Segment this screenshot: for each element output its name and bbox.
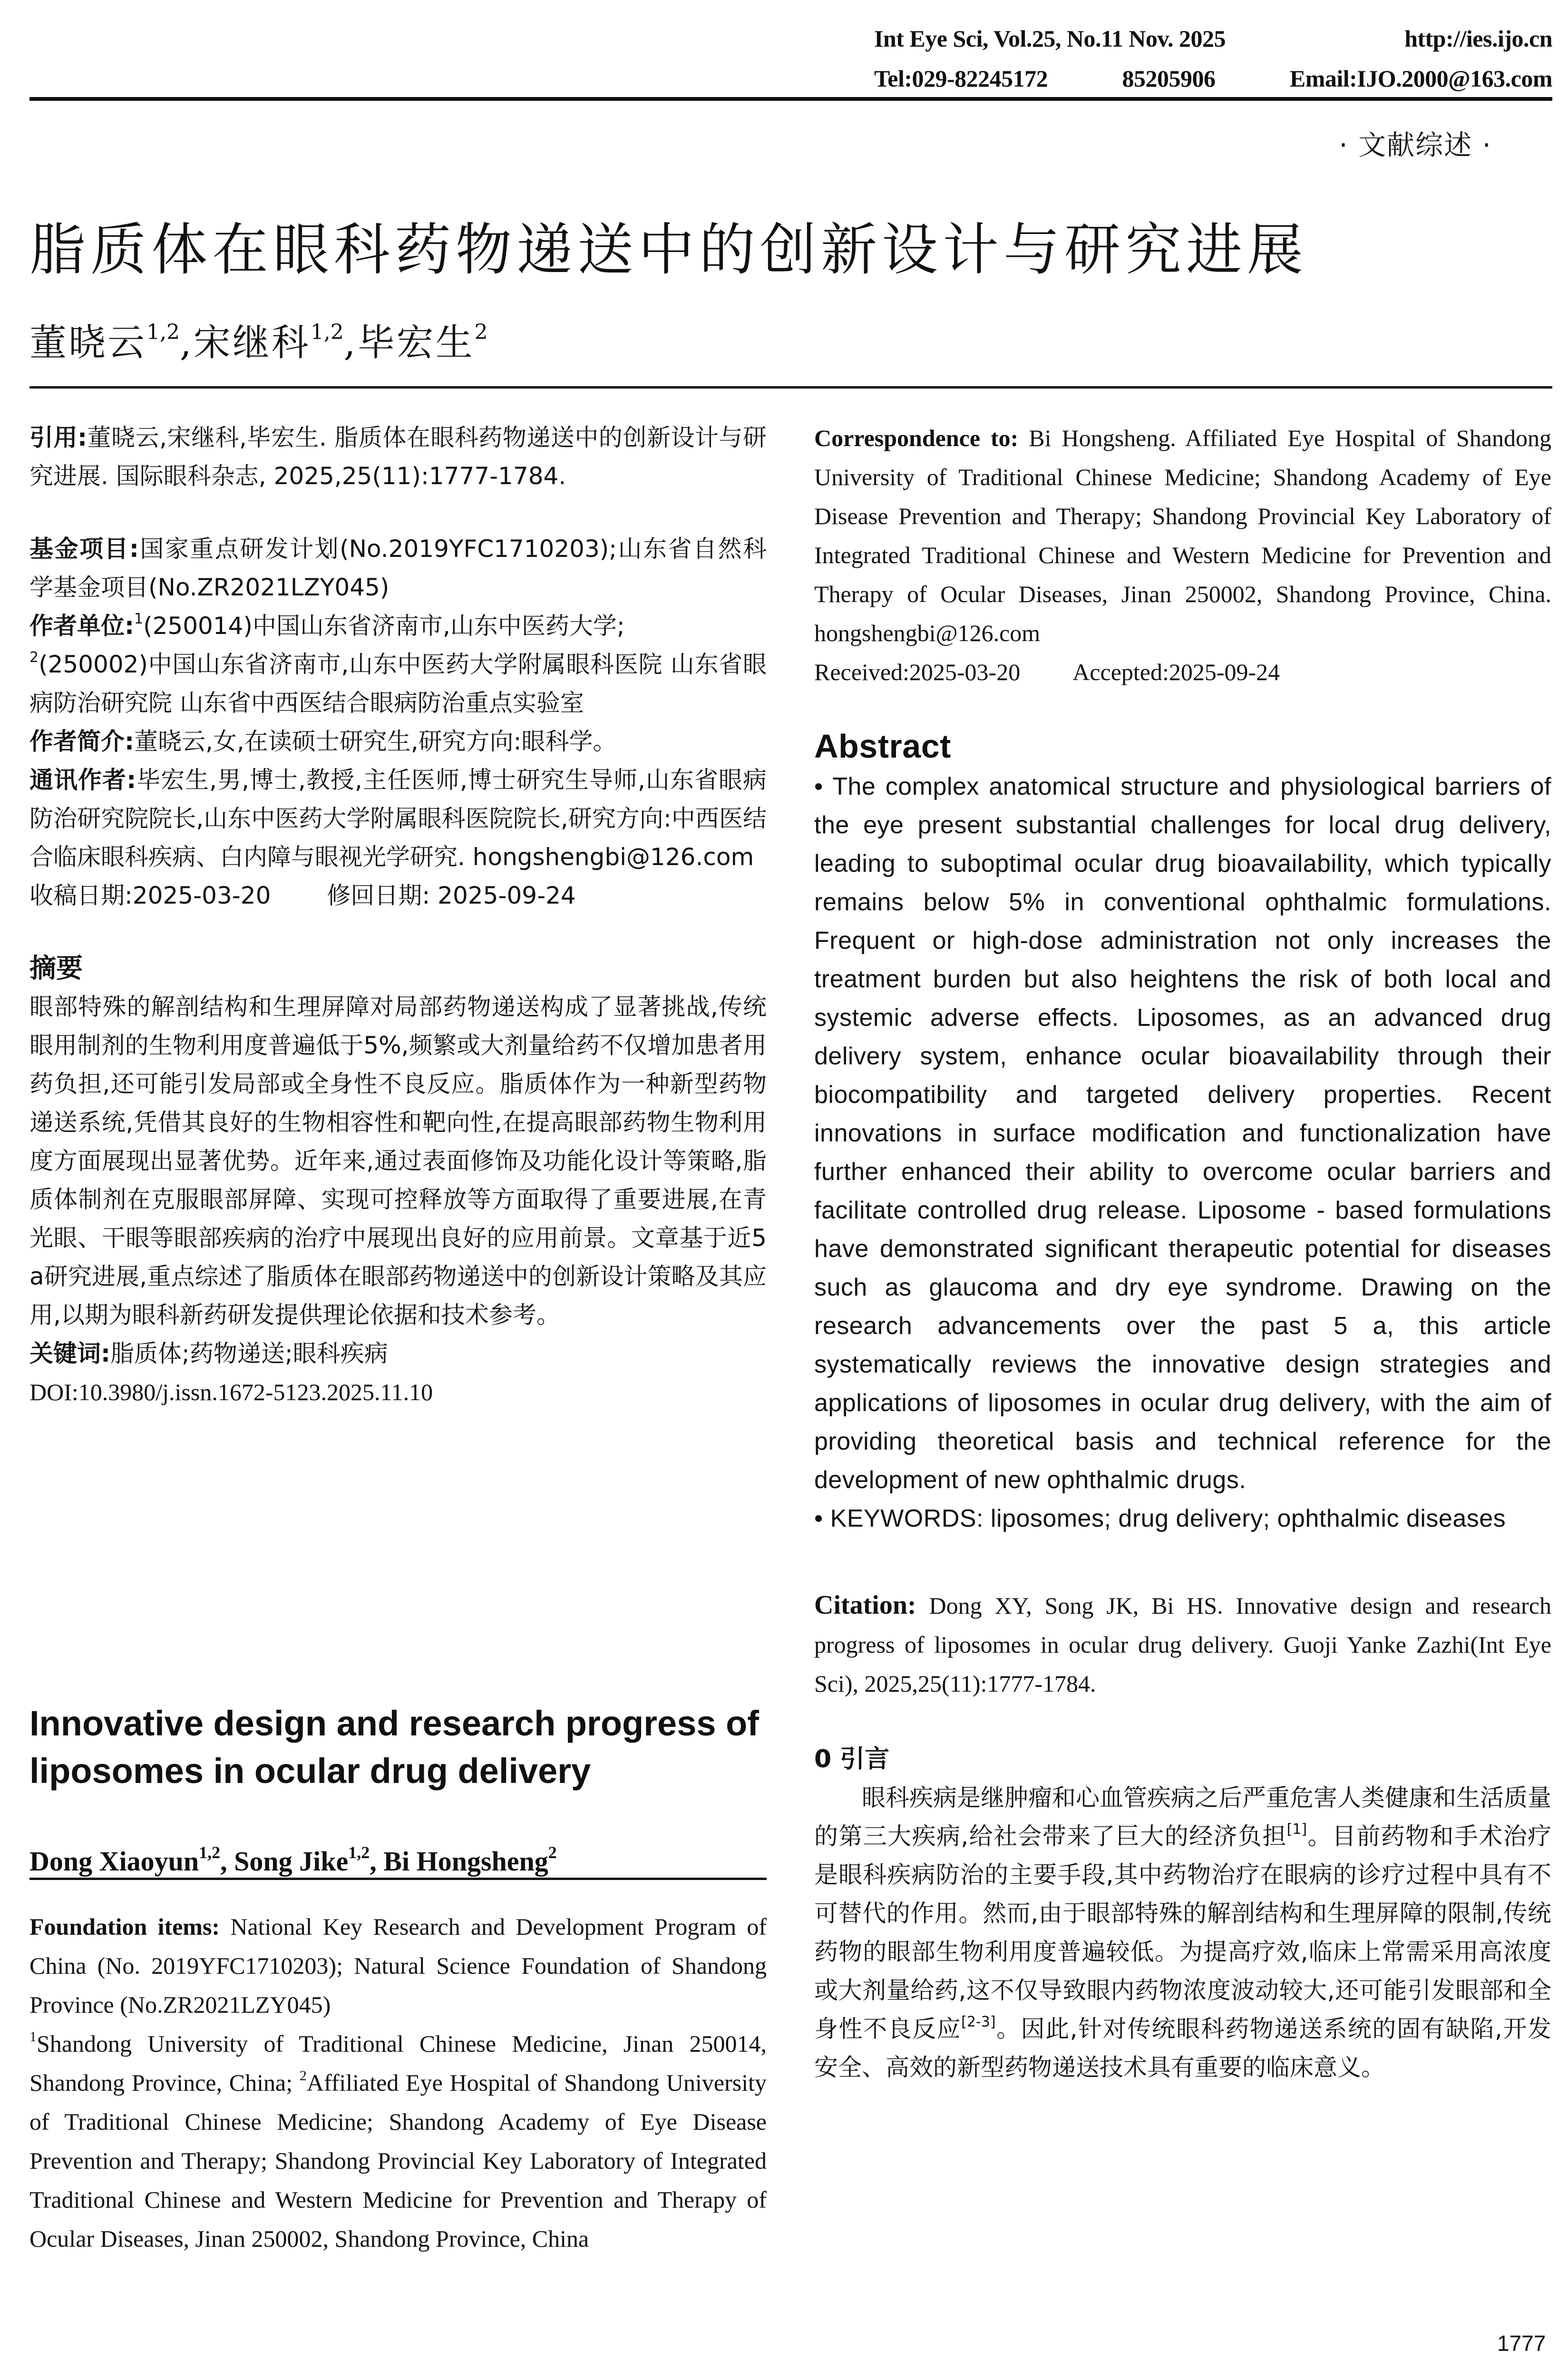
journal-email[interactable]: Email:IJO.2000@163.com [1289,65,1552,92]
foundation-label: Foundation items: [29,1913,220,1940]
funding-label: 基金项目: [29,535,139,563]
author-name: Bi Hongsheng [383,1846,548,1877]
author-affiliation: 1,2 [146,320,180,344]
foundation-text: National Key Research and Development Program of China (No. 2019YFC1710203); Natural Science Foundation of Shandong Province (No.ZR2021LZY045) [29,1913,767,2018]
left-column [29,419,767,1412]
citation-label: 引用: [29,424,88,451]
english-title-block [29,1700,767,1877]
author-affiliation: 2 [548,1843,557,1862]
affiliation-sup: 1 [29,2029,37,2045]
affiliation-sup: 1 [134,611,144,627]
authors-en: Dong Xiaoyun$^{1,2}$, Song Jike$^{1,2}$, Bi Hongsheng$^2$ [29,1843,557,1877]
funding-cn [29,530,767,607]
journal-tel: Tel:029-82245172 [874,65,1048,92]
journal-header-line-2 [874,65,1552,92]
accepted-date-en: Accepted:2025-09-24 [1072,659,1280,685]
citation-cn [29,419,767,496]
author-name: Song Jike [234,1846,349,1877]
journal-tel-2: 85205906 [1122,65,1216,92]
section-tag: · 文献综述 · [1339,129,1492,161]
revised-date: 修回日期: 2025-09-24 [327,882,576,909]
received-date-en: Received:2025-03-20 [814,659,1021,685]
keywords-en: • KEYWORDS: liposomes; drug delivery; ophthalmic diseases [814,1505,1506,1532]
correspondence-label: Correspondence to: [814,425,1019,451]
intro-paragraph [814,1779,1551,2087]
intro-text-1: 眼科疾病是继肿瘤和心血管疾病之后严重危害人类健康和生活质量的第三大疾病,给社会带来了巨大的经济负担 [814,1784,1551,1850]
intro-text-3: 。因此,针对传统眼科药物递送系统的固有缺陷,开发安全、高效的新型药物递送技术具有重要的临床意义。 [814,2015,1551,2081]
bio-cn [29,722,767,761]
citation-en-label: Citation: [814,1590,916,1620]
correspondence-text: Bi Hongsheng. Affiliated Eye Hospital of Shandong University of Traditional Chinese Medicine; Shandong Academy of Eye Disease Prevention and Therapy; Shandong Provincial Key Laboratory of Integrated Traditional Chinese and Western Medicine for Prevention and Therapy of Ocular Diseases, Jinan 250002, Shandong Province, China. hongshengbi@126.com [814,425,1551,646]
affiliation-2: (250002)中国山东省济南市,山东中医药大学附属眼科医院 山东省眼病防治研究院 山东省中西医结合眼病防治重点实验室 [29,651,767,717]
author-name: 毕宏生 [357,321,475,364]
page-number: 1777 [1497,2331,1546,2356]
intro-text-2: 。目前药物和手术治疗是眼科疾病防治的主要手段,其中药物治疗在眼病的诊疗过程中具有不可替代的作用。然而,由于眼部特殊的解剖结构和生理屏障的限制,传统药物的眼部生物利用度普遍较低。为提高疗效,临床上常需采用高浓度或大剂量给药,这不仅导致眼内药物浓度波动较大,还可能引发眼部和全身性不良反应 [814,1822,1551,2043]
abstract-en: • The complex anatomical structure and physiological barriers of the eye present substantial challenges for local drug delivery, leading to suboptimal ocular drug bioavailability, which typically remains below 5% in conventional ophthalmic formulations. Frequent or high-dose administration not only increases the treatment burden but also heightens the risk of both local and systemic adverse effects. Liposomes, as an advanced drug delivery system, enhance ocular bioavailability through their biocompatibility and targeted delivery properties. Recent innovations in surface modification and functionalization have further enhanced their ability to overcome ocular barriers and facilitate controlled drug release. Liposome - based formulations have demonstrated significant therapeutic potential for diseases such as glaucoma and dry eye syndrome. Drawing on the research advancements over the past 5 a, this article systematically reviews the innovative design strategies and applications of liposomes in ocular drug delivery, with the aim of providing theoretical basis and technical reference for the development of new ophthalmic drugs. [814,773,1551,1494]
bio-text: 董晓云,女,在读硕士研究生,研究方向:眼科学。 [134,728,617,755]
dates-en [814,653,1551,692]
received-date: 收稿日期:2025-03-20 [29,882,271,909]
corresponding-label: 通讯作者: [29,766,136,794]
author-affiliation: 1,2 [348,1843,370,1862]
affiliation-en [29,2024,767,2258]
keywords-cn [29,1335,767,1373]
reference-link[interactable]: [2-3] [961,2014,996,2030]
corresponding-author-cn [29,761,767,877]
author-affiliation: 1,2 [310,320,344,344]
author-affiliation: 2 [474,320,488,344]
affiliation-1-en: Shandong University of Traditional Chinese Medicine, Jinan 250014, Shandong Province, China; [29,2030,767,2096]
journal-info: Int Eye Sci, Vol.25, No.11 Nov. 2025 [874,25,1226,52]
citation-en [814,1586,1551,1703]
citation-text: 董晓云,宋继科,毕宏生. 脂质体在眼科药物递送中的创新设计与研究进展. 国际眼科杂志, 2025,25(11):1777-1784. [29,424,767,490]
affiliation-1: (250014)中国山东省济南市,山东中医药大学; [143,612,625,640]
journal-header-line-1 [874,25,1552,52]
affiliation-cn [29,607,767,722]
citation-en-text: Dong XY, Song JK, Bi HS. Innovative design and research progress of liposomes in ocular drug delivery. Guoji Yanke Zazhi(Int Eye Sci), 2025,25(11):1777-1784. [814,1592,1552,1697]
keywords-text: 脂质体;药物递送;眼科疾病 [110,1340,388,1367]
author-name: Dong Xiaoyun [29,1846,199,1877]
reference-link[interactable]: [1] [1286,1821,1307,1838]
dates-cn [29,877,767,915]
abstract-heading-en: Abstract [814,728,951,765]
journal-url[interactable]: http://ies.ijo.cn [1404,25,1552,52]
author-affiliation: 1,2 [199,1843,221,1862]
bio-label: 作者简介: [29,728,134,755]
affiliation-2-en: Affiliated Eye Hospital of Shandong University of Traditional Chinese Medicine; Shandong Academy of Eye Disease Prevention and Therapy; Shandong Provincial Key Laboratory of Integrated Traditional Chinese and Western Medicine for Prevention and Therapy of Ocular Diseases, Jinan 250002, Shandong Province, China [29,2069,767,2252]
abstract-heading-cn: 摘要 [29,953,83,984]
foundation-en [29,1907,767,2024]
intro-heading: 0 引言 [814,1745,890,1773]
affiliation-label: 作者单位: [29,612,134,640]
correspondence-en [814,419,1551,653]
author-name: 宋继科 [193,321,311,364]
english-title: Innovative design and research progress of liposomes in ocular drug delivery [29,1704,759,1791]
page-title: 脂质体在眼科药物递送中的创新设计与研究进展 [29,217,1308,283]
english-authors-divider [29,1878,767,1880]
right-column [814,419,1551,2087]
authors-cn: 董晓云$^{1,2}$,宋继科$^{1,2}$,毕宏生$^2$ [29,320,488,364]
title-divider [29,386,1552,389]
doi[interactable]: DOI:10.3980/j.issn.1672-5123.2025.11.10 [29,1379,433,1405]
header-divider [29,97,1552,101]
english-foundation-block [29,1907,767,2258]
abstract-cn: 眼部特殊的解剖结构和生理屏障对局部药物递送构成了显著挑战,传统眼用制剂的生物利用度普遍低于5%,频繁或大剂量给药不仅增加患者用药负担,还可能引发局部或全身性不良反应。脂质体作为一种新型药物递送系统,凭借其良好的生物相容性和靶向性,在提高眼部药物生物利用度方面展现出显著优势。近年来,通过表面修饰及功能化设计等策略,脂质体制剂在克服眼部屏障、实现可控释放等方面取得了重要进展,在青光眼、干眼等眼部疾病的治疗中展现出良好的应用前景。文章基于近5 a研究进展,重点综述了脂质体在眼部药物递送中的创新设计策略及其应用,以期为眼科新药研发提供理论依据和技术参考。 [29,993,767,1329]
author-name: 董晓云 [29,321,147,364]
corresponding-text: 毕宏生,男,博士,教授,主任医师,博士研究生导师,山东省眼病防治研究院院长,山东中医药大学附属眼科医院院长,研究方向:中西医结合临床眼科疾病、白内障与眼视光学研究. hongshengbi@126.com [29,766,767,871]
affiliation-sup: 2 [299,2068,307,2084]
affiliation-sup: 2 [29,649,39,666]
funding-text: 国家重点研发计划(No.2019YFC1710203);山东省自然科学基金项目(No.ZR2021LZY045) [29,535,767,601]
keywords-label: 关键词: [29,1340,110,1367]
